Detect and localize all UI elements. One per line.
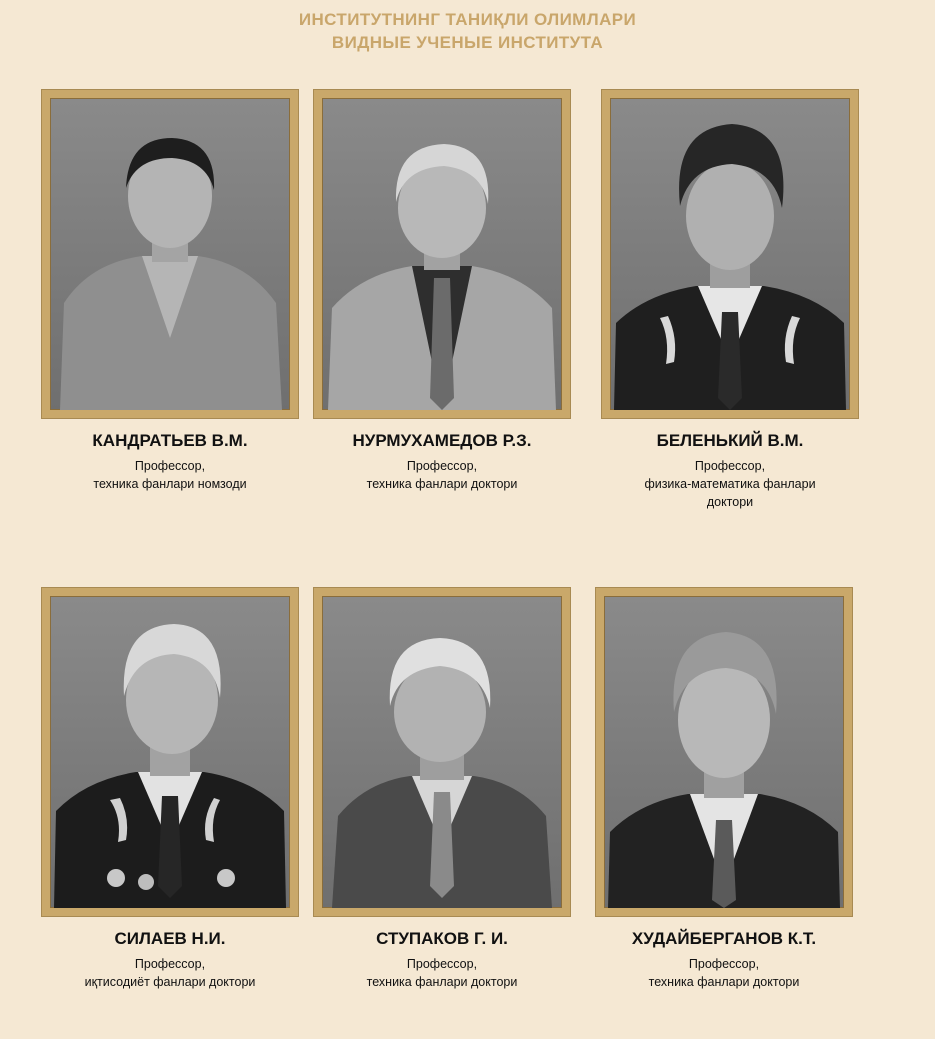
scientist-name: БЕЛЕНЬКИЙ В.М. — [656, 431, 804, 450]
portrait-frame — [314, 90, 570, 418]
scientist-name: КАНДРАТЬЕВ В.М. — [92, 431, 248, 450]
heading-russian: ВИДНЫЕ УЧЕНЫЕ ИНСТИТУТА — [331, 33, 604, 52]
portrait-frame — [596, 588, 852, 916]
scientist-name: СИЛАЕВ Н.И. — [114, 929, 226, 948]
page-heading — [0, 8, 935, 54]
scientist-name: СТУПАКОВ Г. И. — [376, 929, 508, 948]
scientist-card-khudaiberganov — [596, 588, 852, 991]
portrait-photo — [50, 596, 290, 908]
scientist-name: ХУДАЙБЕРГАНОВ К.Т. — [631, 929, 817, 948]
portrait-photo — [610, 98, 850, 410]
heading-uzbek: ИНСТИТУТНИНГ ТАНИҚЛИ ОЛИМЛАРИ — [298, 10, 637, 29]
scientist-title: Профессор, техника фанлари доктори — [648, 957, 800, 989]
scientist-title: Профессор, техника фанлари номзоди — [93, 459, 247, 491]
scientist-title: Профессор, техника фанлари доктори — [366, 957, 518, 989]
scientist-card-silaev — [42, 588, 298, 991]
portrait-photo — [604, 596, 844, 908]
scientist-card-belenky — [602, 90, 858, 511]
scientist-card-nurmukhamedov — [314, 90, 570, 493]
scientist-title: Профессор, иқтисодиёт фанлари доктори — [84, 957, 256, 989]
portrait-frame — [314, 588, 570, 916]
portrait-frame — [602, 90, 858, 418]
portrait-photo — [322, 98, 562, 410]
scientist-title: Профессор, физика-математика фанлари доктори — [644, 459, 816, 509]
scientist-name: НУРМУХАМЕДОВ Р.З. — [352, 431, 532, 450]
scientist-card-kandratyev — [42, 90, 298, 493]
portrait-photo — [50, 98, 290, 410]
portrait-photo — [322, 596, 562, 908]
portrait-frame — [42, 588, 298, 916]
scientist-title: Профессор, техника фанлари доктори — [366, 459, 518, 491]
scientist-card-stupakov — [314, 588, 570, 991]
portrait-frame — [42, 90, 298, 418]
